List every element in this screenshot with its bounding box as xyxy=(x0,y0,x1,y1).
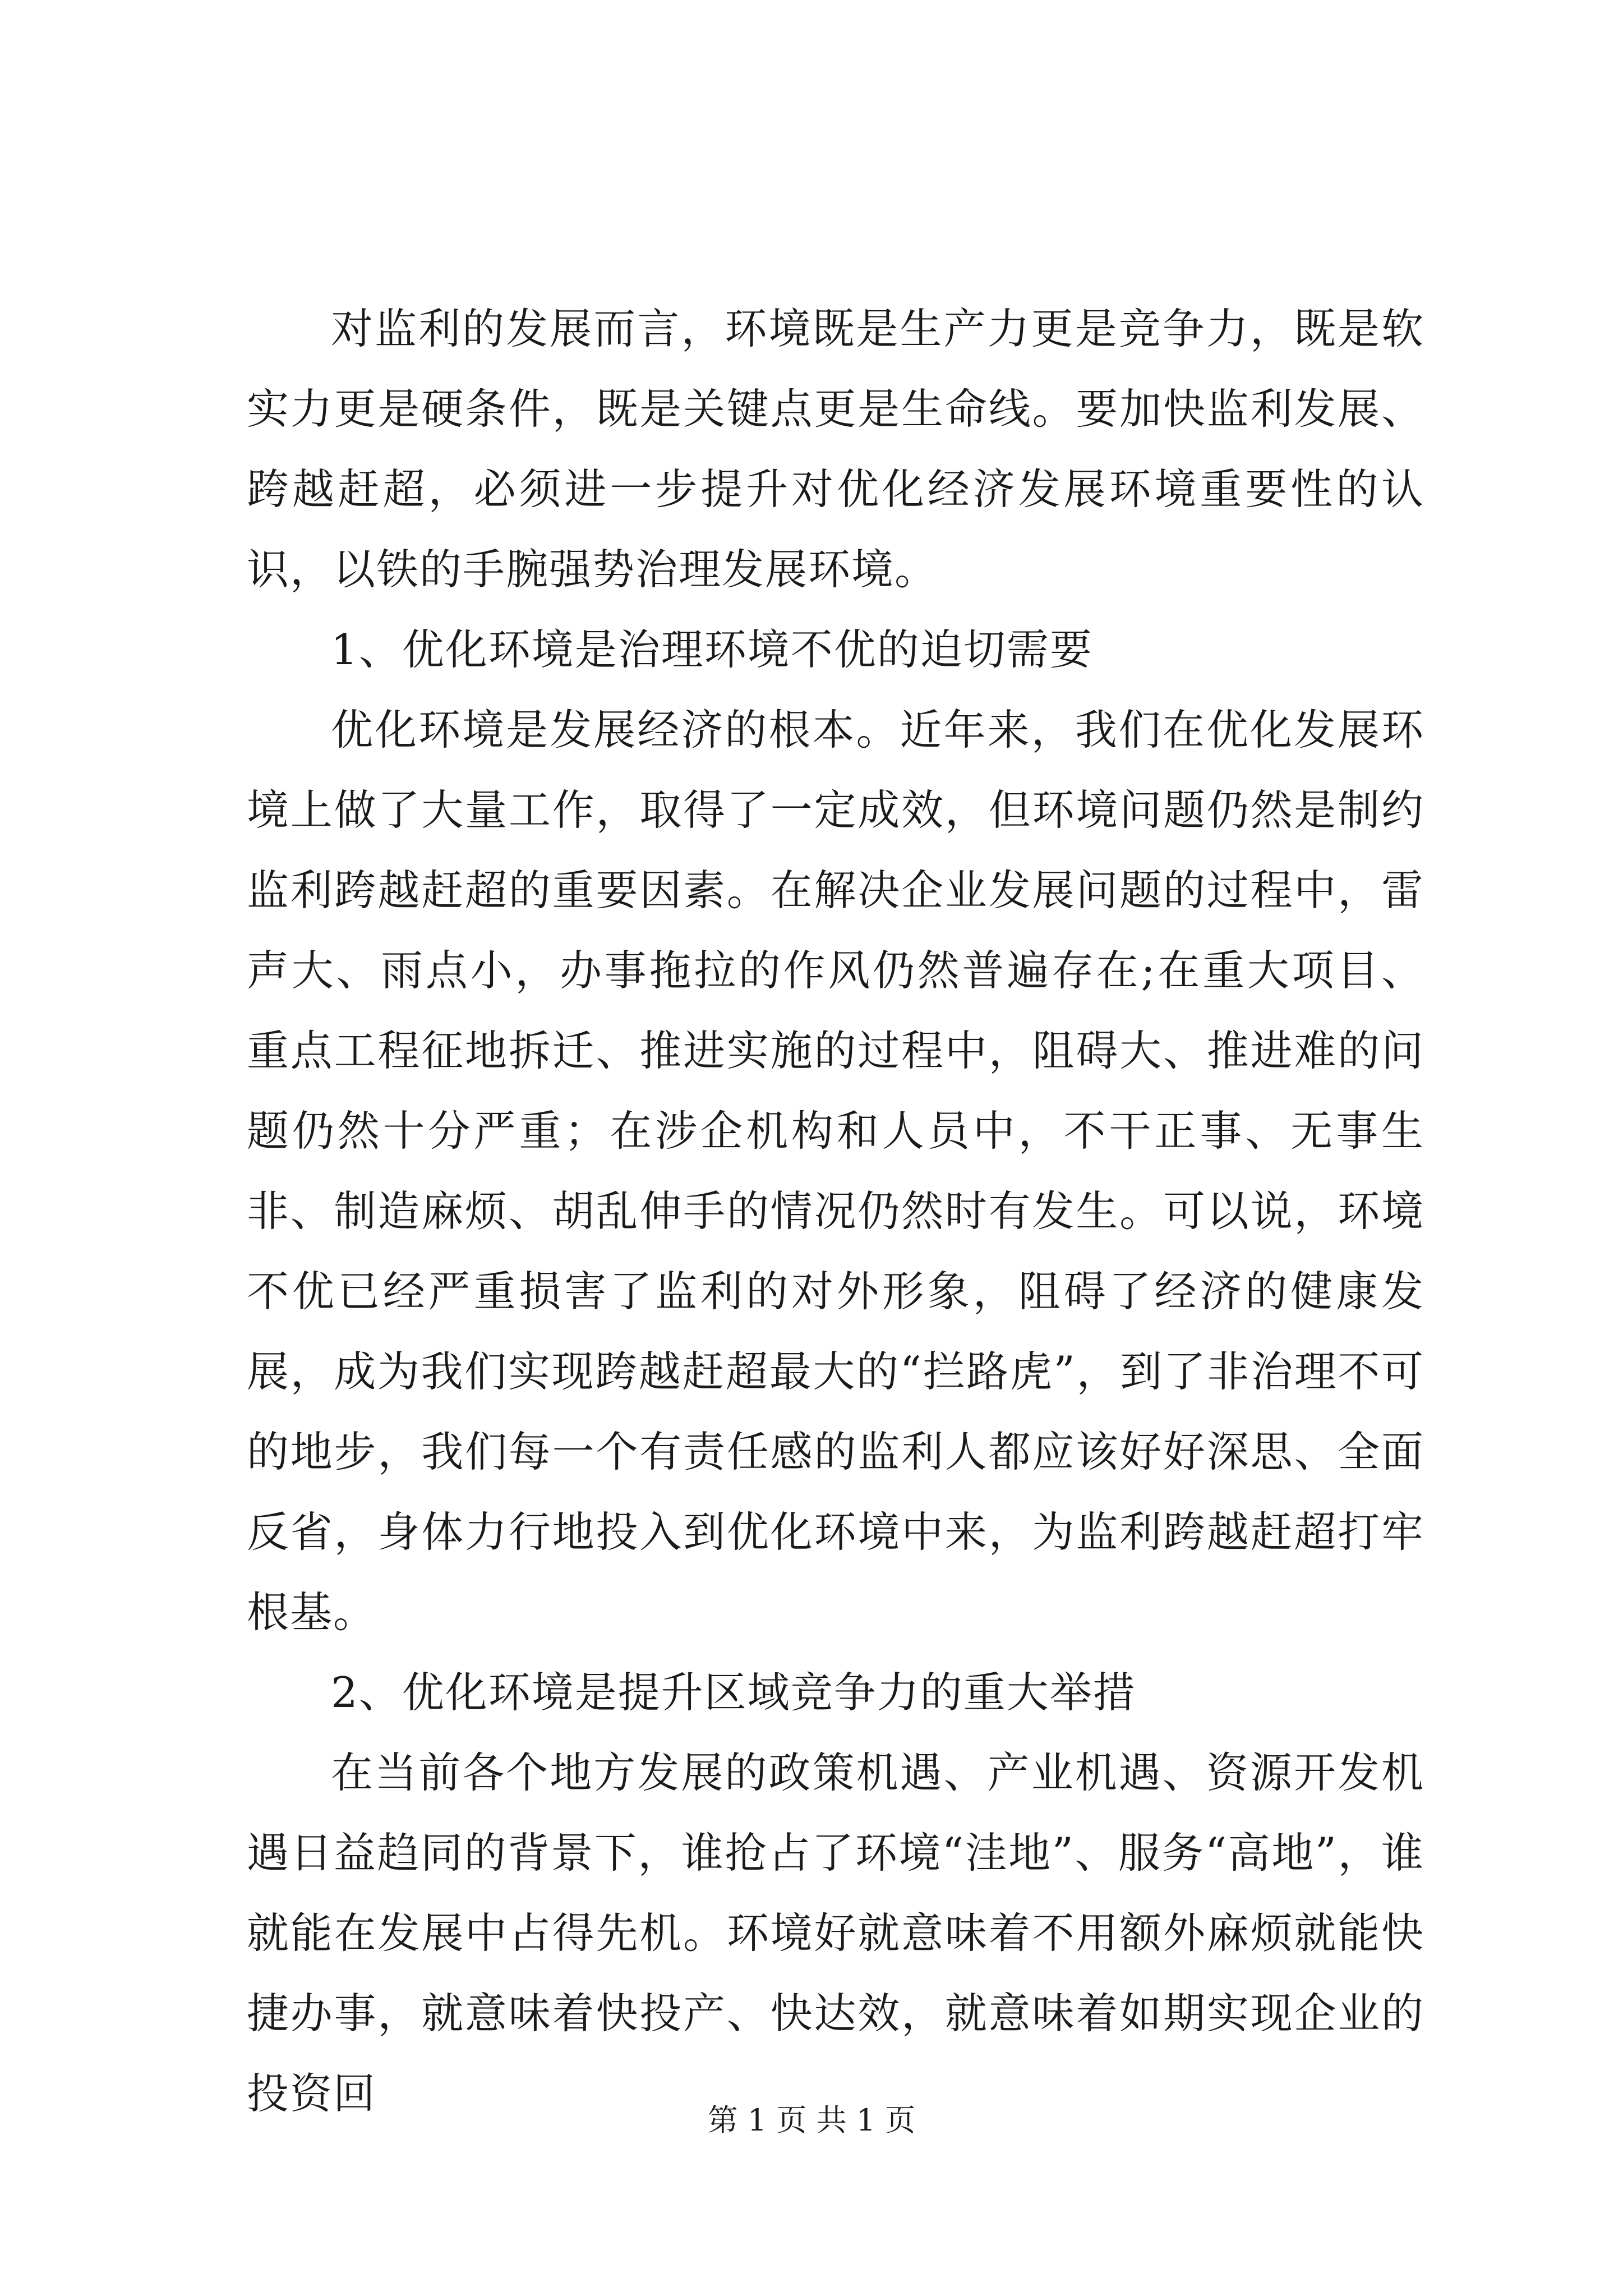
page-footer: 第 1 页 共 1 页 xyxy=(707,2102,916,2138)
paragraph-section-1: 优化环境是发展经济的根本。近年来，我们在优化发展环境上做了大量工作，取得了一定成效，但环境问题仍然是制约监利跨越赶超的重要因素。在解决企业发展问题的过程中，雷声大、雨点小，办事拖拉的作风仍然普遍存在;在重大项目、重点工程征地拆迁、推进实施的过程中，阻碍大、推进难的问题仍然十分严重；在涉企机构和人员中，不干正事、无事生非、制造麻烦、胡乱伸手的情况仍然时有发生。可以说，环境不优已经严重损害了监利的对外形象，阻碍了经济的健康发展，成为我们实现跨越赶超最大的“拦路虎”，到了非治理不可的地步，我们每一个有责任感的监利人都应该好好深思、全面反省，身体力行地投入到优化环境中来，为监利跨越赶超打牢根基。 xyxy=(247,705,1424,1637)
document-body xyxy=(247,289,1424,2134)
paragraph-intro: 对监利的发展而言，环境既是生产力更是竞争力，既是软实力更是硬条件，既是关键点更是生命线。要加快监利发展、跨越赶超，必须进一步提升对优化经济发展环境重要性的认识，以铁的手腕强势治理发展环境。 xyxy=(247,304,1424,594)
section-heading-2: 2、优化环境是提升区域竞争力的重大举措 xyxy=(331,1668,1136,1717)
section-heading-1: 1、优化环境是治理环境不优的迫切需要 xyxy=(331,625,1093,674)
paragraph-section-2: 在当前各个地方发展的政策机遇、产业机遇、资源开发机遇日益趋同的背景下，谁抢占了环境“洼地”、服务“高地”，谁就能在发展中占得先机。环境好就意味着不用额外麻烦就能快捷办事，就意味着快投产、快达效，就意味着如期实现企业的投资回 xyxy=(247,1748,1424,2118)
